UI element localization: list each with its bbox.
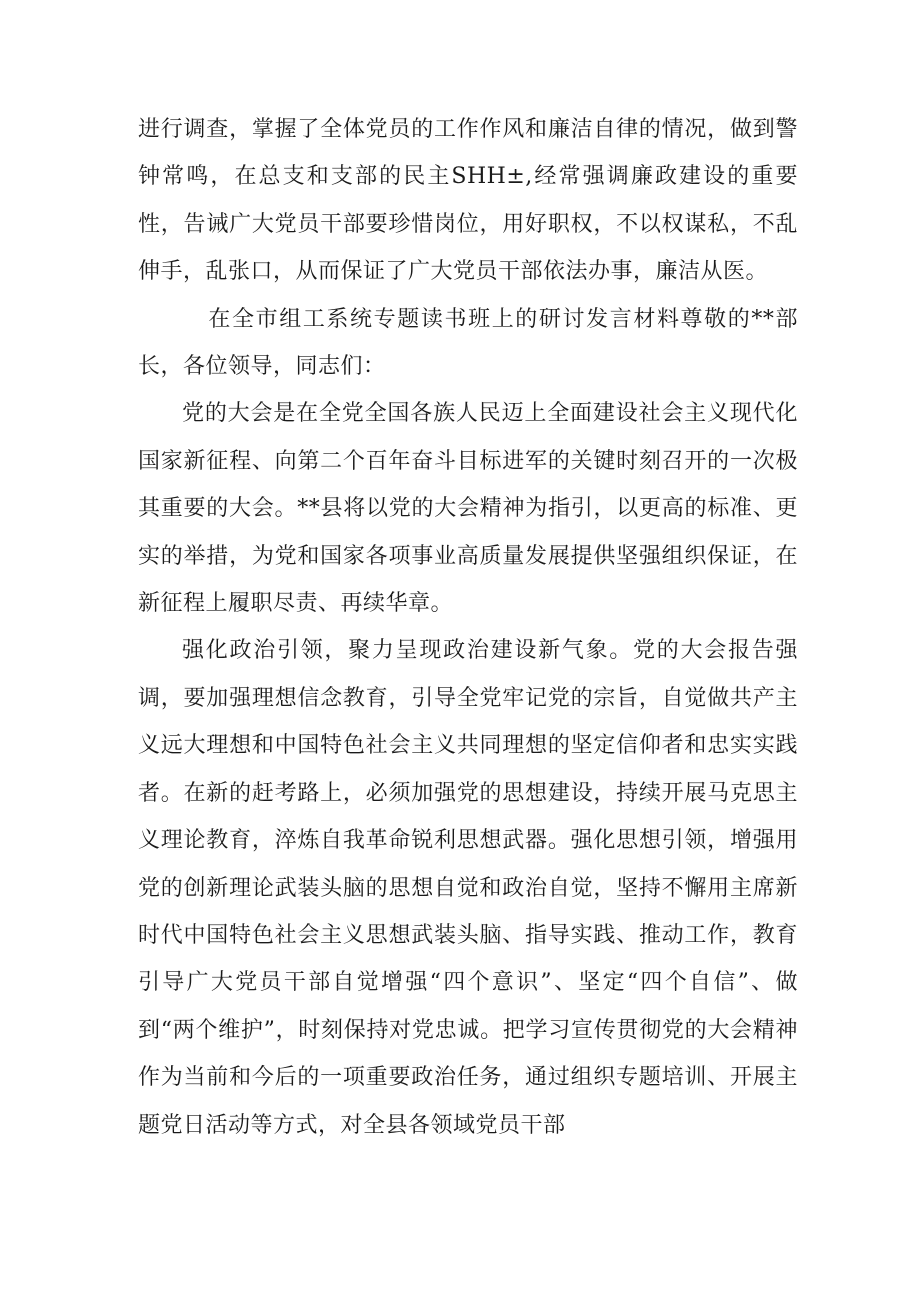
paragraph-political-leadership: 强化政治引领，聚力呈现政治建设新气象。党的大会报告强调，要加强理想信念教育，引导全党牢记党的宗旨，自觉做共产主义远大理想和中国特色社会主义共同理想的坚定信仰者和忠实实践者。在新的赶考路上，必须加强党的思想建设，持续开展马克思主义理论教育，淬炼自我革命锐利思想武器。强化思想引领，增强用党的创新理论武装头脑的思想自觉和政治自觉，坚持不懈用主席新时代中国特色社会主义思想武装头脑、指导实践、推动工作，教育引导广大党员干部自觉增强“四个意识”、坚定“四个自信”、做到“两个维护”，时刻保持对党忠诚。把学习宣传贯彻党的大会精神作为当前和今后的一项重要政治任务，通过组织专题培训、开展主题党日活动等方式，对全县各领域党员干部 — [138, 638, 798, 1138]
paragraph-speech-title-greeting: 在全市组工系统专题读书班上的研讨发言材料尊敬的**部长，各位领导，同志们： — [138, 306, 798, 380]
paragraph-congress-intro: 党的大会是在全党全国各族人民迈上全面建设社会主义现代化国家新征程、向第二个百年奋斗目标进军的关键时刻召开的一次极其重要的大会。**县将以党的大会精神为指引，以更高的标准、更实的举措，为党和国家各项事业高质量发展提供坚强组织保证，在新征程上履职尽责、再续华章。 — [138, 401, 798, 617]
document-body — [138, 106, 798, 1149]
paragraph-continuation: 进行调查，掌握了全体党员的工作作风和廉洁自律的情况，做到警钟常鸣，在总支和支部的民主SHH±,经常强调廉政建设的重要性，告诫广大党员干部要珍惜岗位，用好职权，不以权谋私，不乱伸手，乱张口，从而保证了广大党员干部依法办事，廉洁从医。 — [138, 117, 798, 285]
